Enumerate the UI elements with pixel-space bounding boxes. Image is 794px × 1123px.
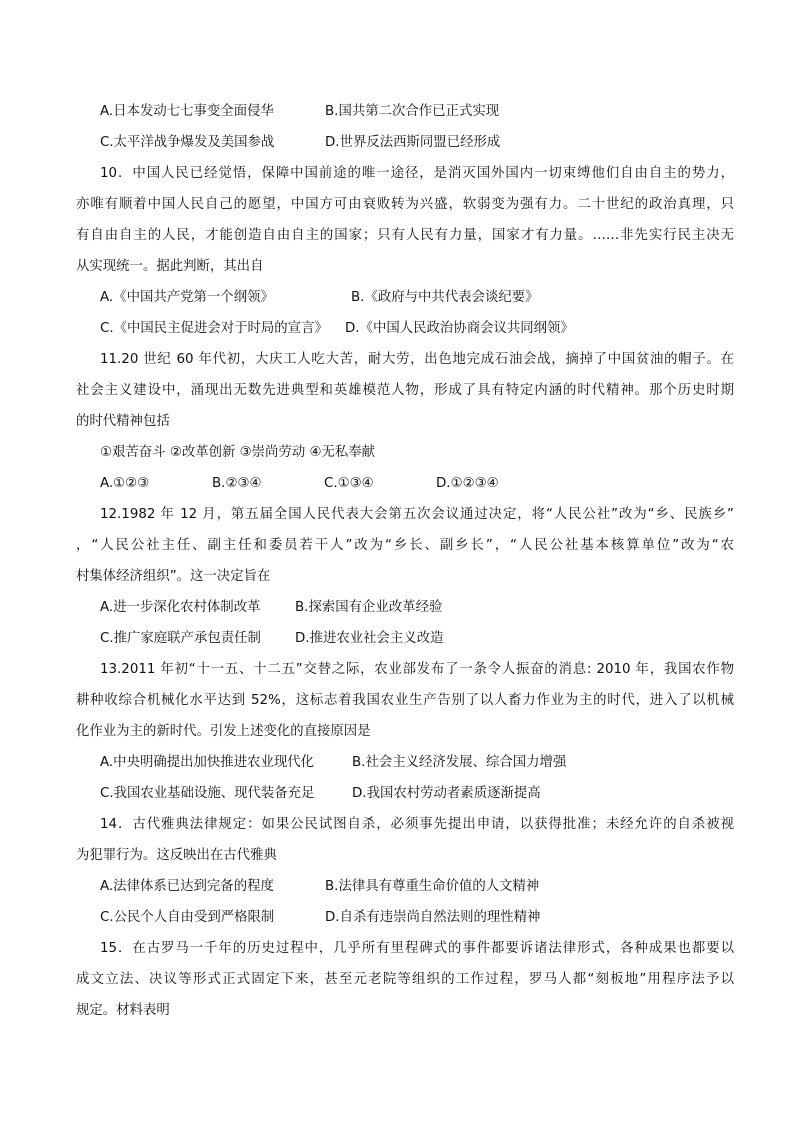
q12-stem-line-2: ，“人民公社主任、副主任和委员若干人”改为“乡长、副乡长”，“人民公社基本核算单位”改为“农 [76,538,734,553]
q13-option-c: C.我国农业基础设施、现代装备充足 [100,786,315,801]
q10-stem-line-2: 亦唯有顺着中国人民自己的愿望，中国方可由衰败转为兴盛，软弱变为强有力。二十世纪的政治真理，只 [76,197,734,212]
q14-option-c: C.公民个人自由受到严格限制 [100,910,275,925]
q11-option-b: B.②③④ [212,476,262,491]
q9-option-a: A.日本发动七七事变全面侵华 [100,104,274,119]
q12-option-a: A.进一步深化农村体制改革 [100,600,261,615]
q13-option-b: B.社会主义经济发展、综合国力增强 [352,755,567,770]
q11-stem-line-3: 的时代精神包括 [76,414,170,429]
q14-option-b: B.法律具有尊重生命价值的人文精神 [325,879,540,894]
q11-option-d: D.①②③④ [436,476,499,491]
q12-stem-line-3: 村集体经济组织”。这一决定旨在 [76,569,271,584]
q12-option-b: B.探索国有企业改革经验 [295,600,443,615]
q9-option-b: B.国共第二次合作已正式实现 [325,104,500,119]
q10-option-d: D.《中国人民政治协商会议共同纲领》 [345,321,574,336]
q9-option-d: D.世界反法西斯同盟已经形成 [325,135,501,150]
q11-stem-line-1: 11.20 世纪 60 年代初，大庆工人吃大苦，耐大劳，出色地完成石油会战，摘掉了中国贫油的帽子。在 [100,352,734,367]
q14-stem-line-1: 14．古代雅典法律规定：如果公民试图自杀，必须事先提出申请，以获得批准；未经允许的自杀被视 [100,817,734,832]
q9-option-c: C.太平洋战争爆发及美国参战 [100,135,275,150]
q15-stem-line-1: 15．在古罗马一千年的历史过程中，几乎所有里程碑式的事件都要诉诸法律形式，各种成果也都要以 [100,941,734,956]
q10-stem-line-1: 10．中国人民已经觉悟，保障中国前途的唯一途径，是消灭国外国内一切束缚他们自由自主的势力， [100,166,734,181]
q14-option-a: A.法律体系已达到完备的程度 [100,879,274,894]
q14-stem-line-2: 为犯罪行为。这反映出在古代雅典 [76,848,277,863]
q12-option-d: D.推进农业社会主义改造 [295,631,444,646]
q10-option-a: A.《中国共产党第一个纲领》 [100,290,274,305]
q11-stem-line-2: 社会主义建设中，涌现出无数先进典型和英雄模范人物，形成了具有特定内涵的时代精神。那个历史时期 [76,383,734,398]
q12-option-c: C.推广家庭联产承包责任制 [100,631,261,646]
q13-option-d: D.我国农村劳动者素质逐渐提高 [352,786,541,801]
q13-stem-line-3: 化作业为主的新时代。引发上述变化的直接原因是 [76,724,371,739]
q11-items: ①艰苦奋斗 ②改革创新 ③崇尚劳动 ④无私奉献 [100,445,376,460]
q11-option-c: C.①③④ [324,476,374,491]
q13-stem-line-2: 耕种收综合机械化水平达到 52%，这标志着我国农业生产告别了以人畜力作业为主的时代，进入了以机械 [76,693,734,708]
q13-stem-line-1: 13.2011 年初“十一五、十二五”交替之际，农业部发布了一条令人振奋的消息: 2010 年，我国农作物 [100,662,734,677]
q10-stem-line-4: 从实现统一。据此判断，其出自 [76,259,264,274]
q14-option-d: D.自杀有违崇尚自然法则的理性精神 [325,910,541,925]
q10-option-b: B.《政府与中共代表会谈纪要》 [351,290,539,305]
q15-stem-line-3: 规定。材料表明 [76,1003,170,1018]
q15-stem-line-2: 成文立法、决议等形式正式固定下来，甚至元老院等组织的工作过程，罗马人都“刻板地”用程序法予以 [76,972,734,987]
q12-stem-line-1: 12.1982 年 12 月，第五届全国人民代表大会第五次会议通过决定，将“人民公社”改为“乡、民族乡” [100,507,734,522]
q10-stem-line-3: 有自由自主的人民，才能创造自由自主的国家；只有人民有力量，国家才有力量。……非先实行民主决无 [76,228,734,243]
q13-option-a: A.中央明确提出加快推进农业现代化 [100,755,315,770]
q11-option-a: A.①②③ [100,476,150,491]
q10-option-c: C.《中国民主促进会对于时局的宣言》 [100,321,328,336]
